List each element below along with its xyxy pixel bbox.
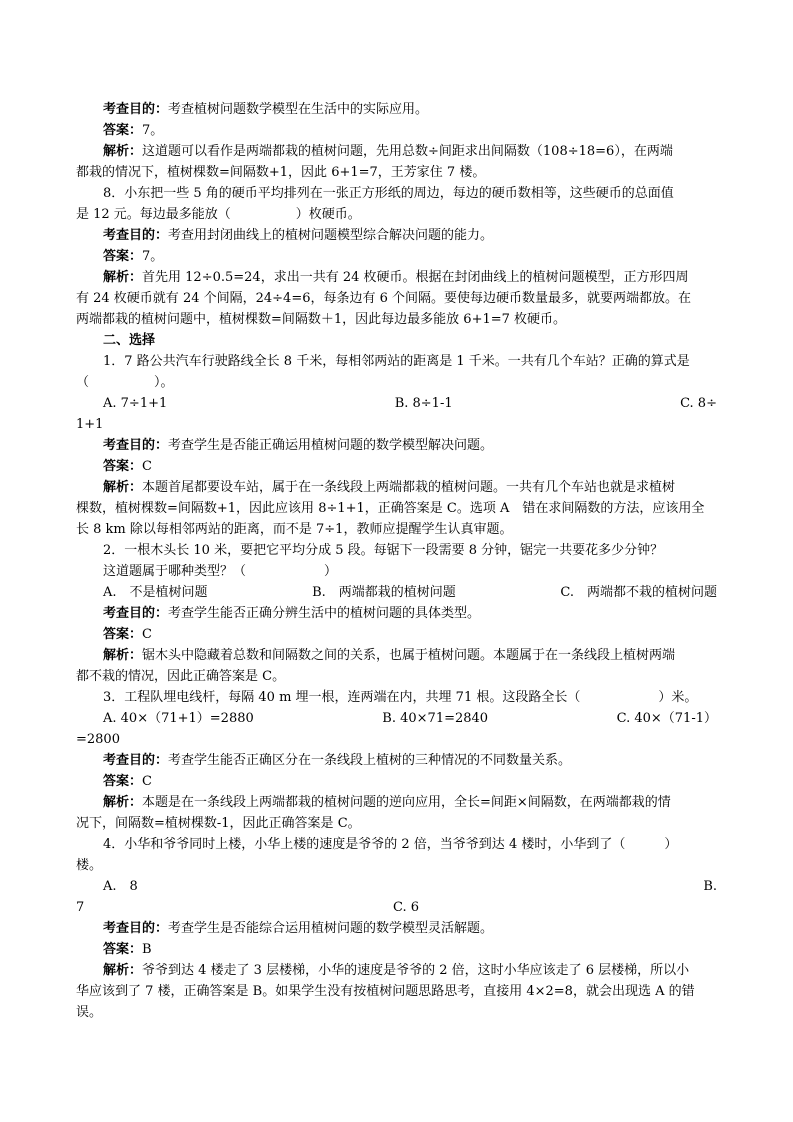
q8-analysis-cont1: 有 24 枚硬币就有 24 个间隔，24÷4=6，每条边有 6 个间隔。要使每边硬币数量最多，就要两端都放。在 <box>76 291 692 306</box>
q7-purpose: 考查目的：考查植树问题数学模型在生活中的实际应用。 <box>103 102 429 117</box>
c4-purpose: 考查目的：考查学生是否能综合运用植树问题的数学模型灵活解题。 <box>103 921 494 936</box>
c4-option-b-cont: 7 <box>76 900 85 915</box>
c2-option-c: C. 两端都不栽的植树问题 <box>560 585 717 600</box>
c2-options <box>76 582 717 603</box>
c1-analysis: 解析：本题首尾都要设车站，属于在一条线段上两端都栽的植树问题。一共有几个车站也就是求植树 <box>103 480 676 495</box>
c3-option-c: C. 40×（71-1） <box>616 711 717 726</box>
q8-text-cont: 是 12 元。每边最多能放（ ）枚硬币。 <box>76 207 361 222</box>
c4-text: 4．小华和爷爷同时上楼，小华上楼的速度是爷爷的 2 倍，当爷爷到达 4 楼时，小华到了（ ） <box>103 837 678 852</box>
c2-analysis-cont: 都不栽的情况，因此正确答案是 C。 <box>76 669 286 684</box>
section-heading: 二、选择 <box>103 333 156 348</box>
document-page <box>76 99 717 1023</box>
c1-analysis-cont1: 棵数，植树棵数=间隔数+1，因此应该用 8÷1+1，正确答案是 C。选项 A 错在求间隔数的方法，应该用全 <box>76 501 705 516</box>
c4-text-cont: 楼。 <box>76 858 103 873</box>
c4-options-row2 <box>76 897 717 918</box>
q8-purpose: 考查目的：考查用封闭曲线上的植树问题模型综合解决问题的能力。 <box>103 228 494 243</box>
c4-option-b: B. <box>703 879 717 894</box>
c2-analysis: 解析：锯木头中隐藏着总数和间隔数之间的关系，也属于植树问题。本题属于在一条线段上植树两端 <box>103 648 676 663</box>
c2-text: 2．一根木头长 10 米，要把它平均分成 5 段。每锯下一段需要 8 分钟，锯完一共要花多少分钟？ <box>103 543 664 558</box>
c3-answer: 答案：C <box>103 774 152 789</box>
q7-analysis-cont: 都栽的情况下，植树棵数=间隔数+1，因此 6+1=7，王芳家住 7 楼。 <box>76 165 486 180</box>
c1-option-c: C. 8÷ <box>680 396 717 411</box>
c2-option-a: A. 不是植树问题 <box>103 585 208 600</box>
c4-analysis-cont1: 华应该到了 7 楼，正确答案是 B。如果学生没有按植树问题思路思考，直接用 4×2=8，就会出现选 A 的错 <box>76 984 695 999</box>
c3-purpose: 考查目的：考查学生能否正确区分在一条线段上植树的三种情况的不同数量关系。 <box>103 753 572 768</box>
c3-analysis: 解析：本题是在一条线段上两端都栽的植树问题的逆向应用，全长=间距×间隔数，在两端都栽的情 <box>103 795 671 810</box>
c2-text-cont: 这道题属于哪种类型？（ ） <box>103 564 338 579</box>
c4-analysis-cont2: 误。 <box>76 1005 103 1020</box>
c1-option-a: A. 7÷1+1 <box>103 396 168 411</box>
c4-analysis: 解析：爷爷到达 4 楼走了 3 层楼梯，小华的速度是爷爷的 2 倍，这时小华应该走了 6 层楼梯，所以小 <box>103 963 690 978</box>
c4-option-c: C. 6 <box>393 900 420 915</box>
q8-analysis: 解析：首先用 12÷0.5=24，求出一共有 24 枚硬币。根据在封闭曲线上的植树问题模型，正方形四周 <box>103 270 689 285</box>
q7-answer: 答案：7。 <box>103 123 164 138</box>
q8-answer: 答案：7。 <box>103 249 164 264</box>
c3-options <box>76 708 717 729</box>
c4-answer: 答案：B <box>103 942 152 957</box>
c1-text: 1．7 路公共汽车行驶路线全长 8 千米，每相邻两站的距离是 1 千米。一共有几个车站？正确的算式是 <box>103 354 690 369</box>
c1-option-b: B. 8÷1-1 <box>394 396 453 411</box>
c1-answer: 答案：C <box>103 459 152 474</box>
c1-option-c-cont: 1+1 <box>76 417 104 432</box>
c3-text: 3．工程队埋电线杆，每隔 40 m 埋一根，连两端在内，共埋 71 根。这段路全长（ ）米。 <box>103 690 698 705</box>
c2-option-b: B. 两端都栽的植树问题 <box>312 585 456 600</box>
c1-text-cont: （ ）。 <box>76 375 174 390</box>
c2-answer: 答案：C <box>103 627 152 642</box>
c3-analysis-cont: 况下，间隔数=植树棵数-1，因此正确答案是 C。 <box>76 816 361 831</box>
c4-option-a: A. 8 <box>103 879 138 894</box>
c2-purpose: 考查目的：考查学生能否正确分辨生活中的植树问题的具体类型。 <box>103 606 481 621</box>
c1-analysis-cont2: 长 8 km 除以每相邻两站的距离，而不是 7÷1，教师应提醒学生认真审题。 <box>76 522 513 537</box>
c3-option-c-cont: =2800 <box>76 732 120 747</box>
q8-analysis-cont2: 两端都栽的植树问题中，植树棵数=间隔数＋1，因此每边最多能放 6+1=7 枚硬币。 <box>76 312 567 327</box>
c1-options <box>76 393 717 414</box>
c3-option-b: B. 40×71=2840 <box>382 711 489 726</box>
q7-analysis: 解析：这道题可以看作是两端都栽的植树问题，先用总数÷间距求出间隔数（108÷18=6），在两端 <box>103 144 673 159</box>
c3-option-a: A. 40×（71+1）=2880 <box>103 711 254 726</box>
q8-text: 8．小东把一些 5 角的硬币平均排列在一张正方形纸的周边，每边的硬币数相等，这些硬币的总面值 <box>103 186 674 201</box>
c4-options-row1 <box>76 876 717 897</box>
c1-purpose: 考查目的：考查学生是否能正确运用植树问题的数学模型解决问题。 <box>103 438 494 453</box>
